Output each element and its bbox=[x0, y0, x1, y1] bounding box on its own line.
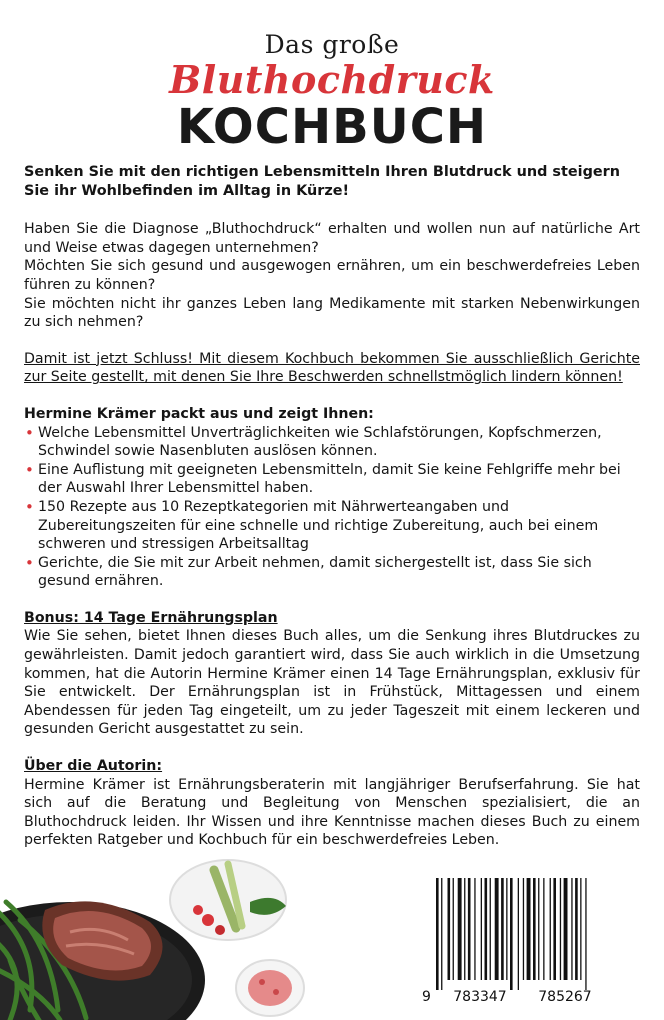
back-cover-text bbox=[24, 163, 640, 850]
intro-text: Senken Sie mit den richtigen Lebensmitteln Ihren Blutdruck und steigern Sie ihr Wohlbefinden im Alltag in Kürze! bbox=[24, 164, 620, 199]
barcode-bar bbox=[543, 878, 544, 980]
barcode-bar bbox=[441, 878, 442, 990]
barcode-bar bbox=[580, 878, 581, 980]
barcode-bar bbox=[474, 878, 475, 980]
barcode-bar bbox=[453, 878, 454, 980]
barcode-bar bbox=[448, 878, 451, 980]
barcode-bar bbox=[506, 878, 507, 980]
feature-item bbox=[24, 554, 640, 591]
title-block bbox=[0, 30, 664, 154]
barcode-bar bbox=[538, 878, 539, 980]
feature-list bbox=[24, 424, 640, 591]
barcode-bar bbox=[495, 878, 499, 980]
barcode-bar bbox=[468, 878, 471, 980]
barcode-bar bbox=[458, 878, 462, 980]
title-main: KOCHBUCH bbox=[176, 99, 488, 155]
feature-item bbox=[24, 424, 640, 461]
author-heading: Über die Autorin: bbox=[24, 758, 163, 775]
feature-text: 150 Rezepte aus 10 Rezeptkategorien mit Nährwerteangaben und Zubereitungszeiten für eine schnelle und richtige Zubereitung, auch bei einem schweren und stressigen Arbeitsalltag bbox=[38, 498, 599, 553]
barcode-bars bbox=[420, 878, 616, 1006]
statement-block bbox=[24, 350, 640, 387]
barcode-bar bbox=[464, 878, 465, 980]
question-list bbox=[24, 220, 640, 332]
title-script: Bluthochdruck bbox=[169, 57, 495, 102]
barcode-bar bbox=[501, 878, 504, 980]
barcode-bar bbox=[571, 878, 572, 980]
features-heading: Hermine Krämer packt aus und zeigt Ihnen: bbox=[24, 405, 374, 422]
author-text: Hermine Krämer ist Ernährungsberaterin mit langjähriger Berufserfahrung. Sie hat sich auf die Beratung und Begleitung von Menschen spezialisiert, die an Bluthochdruck leiden. Ihr Wissen und ihre Kenntnisse machen dieses Buch zu einem perfekten Ratgeber und Kochbuch für ein beschwerdefreies Leben. bbox=[24, 776, 640, 849]
bullet-dot-icon: • bbox=[25, 423, 34, 442]
isbn-barcode bbox=[420, 878, 616, 1006]
barcode-bar bbox=[510, 878, 513, 990]
bullet-dot-icon: • bbox=[25, 460, 34, 479]
barcode-bar bbox=[481, 878, 482, 980]
barcode-bar bbox=[523, 878, 524, 980]
statement-text: Damit ist jetzt Schluss! Mit diesem Kochbuch bekommen Sie ausschließlich Gerichte zur Seite gestellt, mit denen Sie Ihre Beschwerden schnellstmöglich lindern können! bbox=[24, 350, 640, 386]
bonus-heading: Bonus: 14 Tage Ernährungsplan bbox=[24, 609, 278, 626]
feature-text: Gerichte, die Sie mit zur Arbeit nehmen, damit sichergestellt ist, dass Sie sich gesund ernähren. bbox=[38, 554, 592, 590]
bonus-section bbox=[24, 609, 640, 739]
barcode-bar bbox=[575, 878, 578, 980]
question-3: Sie möchten nicht ihr ganzes Leben lang Medikamente mit starken Nebenwirkungen zu sich nehmen? bbox=[24, 295, 640, 331]
barcode-group-2: 785267 bbox=[538, 989, 592, 1005]
feature-item bbox=[24, 461, 640, 498]
bonus-text: Wie Sie sehen, bietet Ihnen dieses Buch alles, um die Senkung ihres Blutdruckes zu gewährleisten. Damit jedoch garantiert wird, dass Sie auch wirklich in die Umsetzung kommen, hat die Autorin Hermine Krämer einen 14 Tage Ernährungsplan, exklusiv für Sie entwickelt. Der Ernährungsplan ist in Frühstück, Mittagessen und einem Abendessen für jeden Tag eingeteilt, um zu jeder Tageszeit mit einem leckeren und gesunden Gericht ausgestattet zu sein. bbox=[24, 628, 640, 738]
feature-item bbox=[24, 498, 640, 554]
barcode-bar bbox=[560, 878, 561, 980]
barcode-bar bbox=[436, 878, 439, 990]
barcode-bar bbox=[553, 878, 556, 980]
author-section bbox=[24, 757, 640, 850]
barcode-bar bbox=[550, 878, 551, 980]
barcode-bar bbox=[527, 878, 531, 980]
bullet-dot-icon: • bbox=[25, 497, 34, 516]
bullet-dot-icon: • bbox=[25, 553, 34, 572]
barcode-bar bbox=[564, 878, 568, 980]
features-section bbox=[24, 405, 640, 591]
barcode-digit-1: 9 bbox=[422, 989, 431, 1005]
barcode-group-1: 783347 bbox=[453, 989, 507, 1005]
feature-text: Eine Auflistung mit geeigneten Lebensmitteln, damit Sie keine Fehlgriffe mehr bei der Auswahl Ihrer Lebensmittel haben. bbox=[38, 461, 621, 497]
barcode-bar bbox=[485, 878, 488, 980]
question-2: Möchten Sie sich gesund und ausgewogen ernähren, um ein beschwerdefreies Leben führen zu können? bbox=[24, 258, 640, 293]
title-top: Das große bbox=[264, 30, 400, 59]
barcode-bar bbox=[585, 878, 586, 990]
feature-text: Welche Lebensmittel Unverträglichkeiten wie Schlafstörungen, Kopfschmerzen, Schwindel sowie Nasenbluten auslösen können. bbox=[38, 424, 602, 460]
food-illustration bbox=[0, 840, 420, 1020]
herb-bowl-image bbox=[170, 860, 286, 940]
salt-bowl-image bbox=[236, 960, 304, 1016]
barcode-bar bbox=[533, 878, 536, 980]
question-1: Haben Sie die Diagnose „Bluthochdruck“ erhalten und wollen nun auf natürliche Art und Weise etwas dagegen unternehmen? bbox=[24, 221, 640, 256]
barcode-bar bbox=[518, 878, 519, 990]
barcode-bar bbox=[490, 878, 491, 980]
